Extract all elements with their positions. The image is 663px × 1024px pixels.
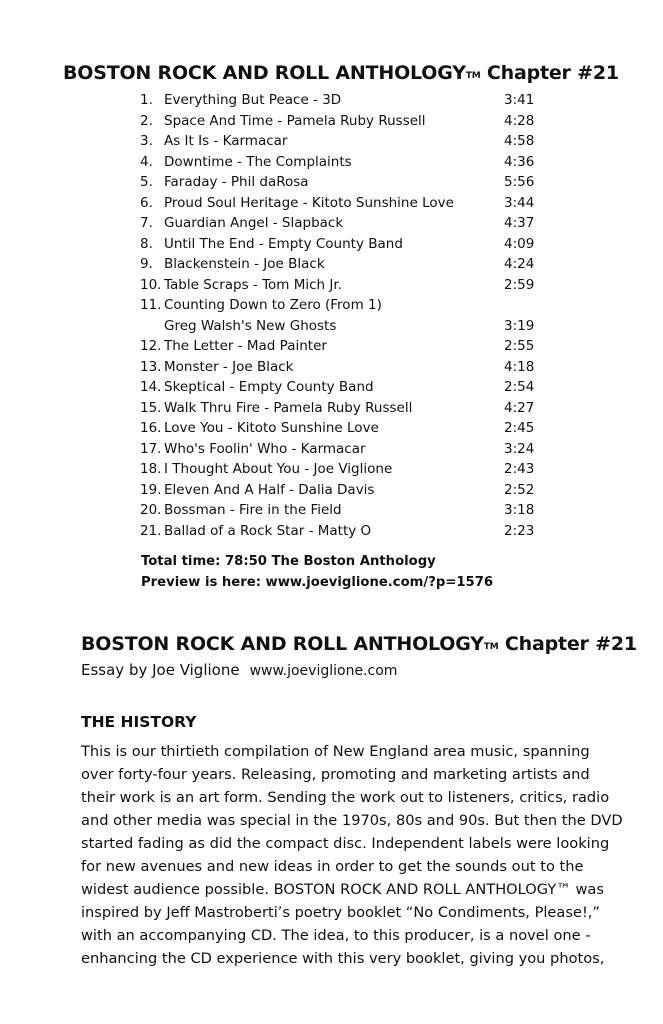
track-number: 9. — [140, 256, 153, 272]
title-main: BOSTON ROCK AND ROLL ANTHOLOGY — [63, 62, 466, 84]
essay-line: their work is an art form. Sending the work out to listeners, critics, radio — [81, 789, 610, 806]
track-number: 20. — [140, 502, 162, 518]
track-row — [140, 275, 540, 296]
track-number: 6. — [140, 194, 153, 211]
essay-line: started fading as did the compact disc. Independent labels were looking — [81, 835, 610, 852]
track-row — [140, 172, 540, 193]
track-duration: 4:28 — [504, 112, 535, 129]
track-title: Greg Walsh's New Ghosts — [164, 317, 337, 334]
track-row — [140, 357, 540, 378]
track-duration: 2:55 — [504, 338, 535, 354]
track-number: 16. — [140, 420, 162, 436]
track-row — [140, 480, 540, 501]
essay-line: enhancing the CD experience with this very booklet, giving you photos, — [81, 950, 605, 967]
track-number: 15. — [140, 399, 162, 416]
trademark-mark: TM — [465, 71, 481, 81]
track-title: Space And Time - Pamela Ruby Russell — [164, 112, 426, 129]
track-duration: 2:59 — [504, 276, 535, 293]
track-row — [140, 459, 540, 480]
track-number: 8. — [140, 235, 153, 252]
anthology-title — [63, 62, 619, 84]
essay-line: with an accompanying CD. The idea, to this producer, is a novel one - — [81, 927, 591, 944]
track-row — [140, 295, 540, 316]
total-time: Total time: 78:50 The Boston Anthology — [141, 554, 436, 569]
track-row — [140, 398, 540, 419]
track-number: 3. — [140, 133, 153, 149]
track-row — [140, 193, 540, 214]
track-title: Walk Thru Fire - Pamela Ruby Russell — [164, 399, 413, 416]
track-title: Skeptical - Empty County Band — [164, 379, 374, 395]
track-title: Downtime - The Complaints — [164, 153, 352, 170]
track-duration: 4:09 — [504, 235, 535, 252]
track-title: I Thought About You - Joe Viglione — [164, 461, 393, 477]
track-title: Eleven And A Half - Dalia Davis — [164, 481, 375, 498]
track-duration: 3:24 — [504, 440, 535, 457]
track-row — [140, 254, 540, 275]
essay-line: inspired by Jeff Mastroberti’s poetry booklet “No Condiments, Please!,” — [81, 904, 600, 921]
track-duration: 3:18 — [504, 502, 535, 518]
track-title: The Letter - Mad Painter — [164, 338, 327, 354]
essay-line: widest audience possible. BOSTON ROCK AND ROLL ANTHOLOGY™ was — [81, 881, 604, 898]
track-duration: 5:56 — [504, 174, 535, 190]
essay-body — [81, 740, 656, 970]
track-title: Blackenstein - Joe Black — [164, 256, 325, 272]
track-title: Love You - Kitoto Sunshine Love — [164, 420, 379, 436]
track-number: 10. — [140, 276, 162, 293]
track-row — [140, 521, 540, 542]
essay-title-main: BOSTON ROCK AND ROLL ANTHOLOGY — [81, 633, 484, 655]
track-number: 7. — [140, 215, 153, 231]
summary-block — [141, 551, 493, 593]
track-number: 5. — [140, 174, 153, 190]
byline-author: Essay by Joe Viglione — [81, 661, 240, 679]
track-row — [140, 111, 540, 132]
track-title: Bossman - Fire in the Field — [164, 502, 342, 518]
track-row — [140, 439, 540, 460]
track-number: 2. — [140, 112, 153, 129]
essay-trademark-mark: TM — [483, 642, 499, 652]
track-row — [140, 316, 540, 337]
track-duration: 4:37 — [504, 215, 535, 231]
track-title: Guardian Angel - Slapback — [164, 215, 344, 231]
preview-link[interactable]: Preview is here: www.joeviglione.com/?p=1576 — [141, 575, 494, 590]
track-duration: 4:18 — [504, 358, 535, 375]
track-title: Until The End - Empty County Band — [164, 235, 403, 252]
track-duration: 4:27 — [504, 399, 535, 416]
track-title: As It Is - Karmacar — [164, 133, 288, 149]
track-duration: 2:54 — [504, 379, 535, 395]
essay-title — [81, 633, 637, 655]
essay-line: over forty-four years. Releasing, promoting and marketing artists and — [81, 766, 590, 783]
track-duration: 3:44 — [504, 194, 535, 211]
track-title: Everything But Peace - 3D — [164, 92, 342, 108]
track-title: Proud Soul Heritage - Kitoto Sunshine Love — [164, 194, 454, 211]
track-row — [140, 377, 540, 398]
track-duration: 2:43 — [504, 461, 535, 477]
track-number: 14. — [140, 379, 162, 395]
essay-line: This is our thirtieth compilation of New England area music, spanning — [81, 743, 590, 760]
track-duration: 3:41 — [504, 92, 535, 108]
track-row — [140, 152, 540, 173]
track-number: 21. — [140, 522, 162, 539]
track-duration: 2:45 — [504, 420, 535, 436]
track-row — [140, 336, 540, 357]
track-number: 17. — [140, 440, 162, 457]
track-number: 12. — [140, 338, 162, 354]
track-title: Table Scraps - Tom Mich Jr. — [164, 276, 342, 293]
essay-line: for new avenues and new ideas in order to get the sounds out to the — [81, 858, 584, 875]
track-row — [140, 234, 540, 255]
section-heading: THE HISTORY — [81, 713, 197, 731]
track-number: 19. — [140, 481, 162, 498]
essay-byline — [81, 661, 397, 679]
track-number: 4. — [140, 153, 153, 170]
track-duration: 4:36 — [504, 153, 535, 170]
track-duration: 4:24 — [504, 256, 535, 272]
track-row — [140, 131, 540, 152]
essay-title-chapter: Chapter #21 — [498, 633, 637, 655]
track-duration: 2:52 — [504, 481, 535, 498]
track-title: Ballad of a Rock Star - Matty O — [164, 522, 372, 539]
track-number: 1. — [140, 92, 153, 108]
byline-website[interactable]: www.joeviglione.com — [249, 663, 398, 679]
track-number: 13. — [140, 358, 162, 375]
track-title: Monster - Joe Black — [164, 358, 294, 375]
track-duration: 2:23 — [504, 522, 535, 539]
track-duration: 4:58 — [504, 133, 535, 149]
track-row — [140, 213, 540, 234]
track-number: 18. — [140, 461, 162, 477]
essay-line: and other media was special in the 1970s, 80s and 90s. But then the DVD — [81, 812, 623, 829]
track-duration: 3:19 — [504, 317, 535, 334]
track-row — [140, 500, 540, 521]
track-title: Who's Foolin' Who - Karmacar — [164, 440, 366, 457]
track-list — [140, 90, 540, 541]
track-number: 11. — [140, 297, 162, 313]
track-row — [140, 418, 540, 439]
track-row — [140, 90, 540, 111]
track-title: Counting Down to Zero (From 1) — [164, 297, 382, 313]
title-chapter: Chapter #21 — [480, 62, 619, 84]
track-title: Faraday - Phil daRosa — [164, 174, 309, 190]
